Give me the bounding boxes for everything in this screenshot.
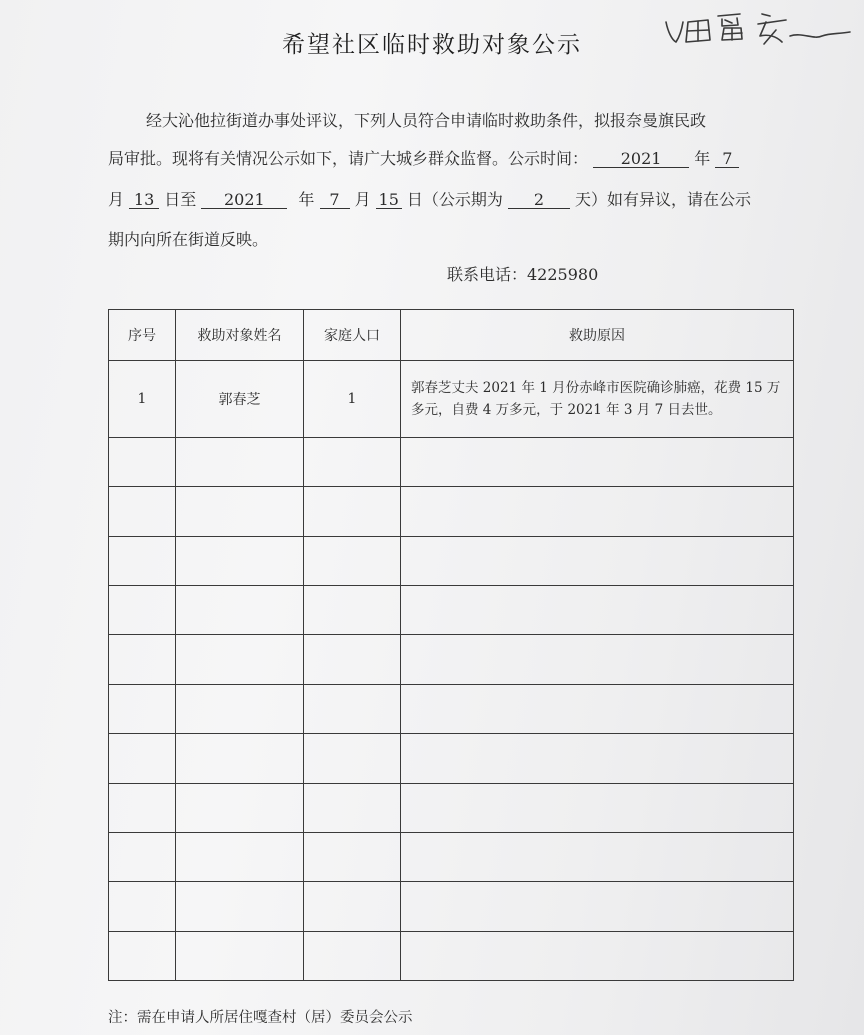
cell-serial-no: 1 [109, 361, 176, 438]
empty-cell [176, 487, 304, 536]
header-serial-no: 序号 [109, 310, 176, 361]
intro-line-2-text: 局审批。现将有关情况公示如下，请广大城乡群众监督。公示时间： [108, 149, 589, 168]
end-year-field: 2021 [201, 191, 287, 209]
empty-cell [176, 438, 304, 487]
empty-cell [304, 635, 401, 684]
header-family-size: 家庭人口 [304, 310, 401, 361]
contact-phone: 联系电话：4225980 [447, 265, 599, 284]
end-month-label: 月 [354, 190, 371, 209]
empty-table-row [109, 684, 794, 733]
empty-cell [401, 684, 794, 733]
empty-cell [109, 882, 176, 931]
empty-cell [401, 438, 794, 487]
empty-table-row [109, 586, 794, 635]
intro-line-4-text: 期内向所在街道反映。 [108, 230, 269, 249]
empty-cell [304, 931, 401, 980]
empty-cell [304, 487, 401, 536]
empty-cell [401, 586, 794, 635]
start-day-field: 13 [129, 191, 159, 209]
intro-line-1 [146, 108, 706, 131]
empty-table-row [109, 635, 794, 684]
empty-cell [401, 882, 794, 931]
day-to-label: 日至 [164, 190, 197, 209]
empty-cell [176, 635, 304, 684]
cell-recipient-name: 郭春芝 [176, 361, 304, 438]
intro-line-4 [108, 227, 268, 250]
empty-cell [176, 684, 304, 733]
empty-cell [401, 783, 794, 832]
header-recipient-name: 救助对象姓名 [176, 310, 304, 361]
empty-cell [304, 536, 401, 585]
empty-cell [176, 882, 304, 931]
empty-table-row [109, 931, 794, 980]
empty-cell [304, 783, 401, 832]
empty-cell [401, 635, 794, 684]
empty-table-row [109, 487, 794, 536]
period-suffix: 天）如有异议，请在公示 [575, 190, 752, 209]
page-title: 希望社区临时救助对象公示 [282, 32, 582, 58]
empty-cell [109, 438, 176, 487]
empty-table-row [109, 783, 794, 832]
empty-cell [176, 832, 304, 881]
empty-cell [109, 536, 176, 585]
footnote: 注：需在申请人所居住嘎查村（居）委员会公示 [108, 1010, 413, 1026]
year-label: 年 [694, 149, 711, 168]
empty-cell [109, 734, 176, 783]
empty-cell [401, 734, 794, 783]
empty-cell [401, 931, 794, 980]
cell-family-size: 1 [304, 361, 401, 438]
empty-cell [109, 832, 176, 881]
empty-cell [401, 536, 794, 585]
empty-cell [304, 438, 401, 487]
start-month-field: 7 [715, 150, 739, 168]
period-days-field: 2 [508, 191, 570, 209]
empty-cell [176, 586, 304, 635]
empty-cell [109, 635, 176, 684]
empty-cell [304, 734, 401, 783]
end-day-field: 15 [376, 191, 402, 209]
empty-cell [109, 684, 176, 733]
handwritten-signature [662, 6, 852, 62]
empty-cell [176, 931, 304, 980]
empty-table-row [109, 536, 794, 585]
empty-cell [109, 783, 176, 832]
empty-cell [176, 783, 304, 832]
empty-cell [304, 882, 401, 931]
empty-table-row [109, 438, 794, 487]
table-header-row [109, 310, 794, 361]
empty-cell [401, 832, 794, 881]
end-year-label: 年 [298, 190, 315, 209]
intro-line-3 [108, 187, 751, 210]
empty-cell [304, 832, 401, 881]
intro-line-1-text: 经大沁他拉街道办事处评议，下列人员符合申请临时救助条件，拟报奈曼旗民政 [146, 111, 707, 130]
intro-line-2 [108, 146, 739, 169]
cell-aid-reason: 郭春芝丈夫 2021 年 1 月份赤峰市医院确诊肺癌，花费 15 万多元，自费 4 万多元，于 2021 年 3 月 7 日去世。 [401, 361, 794, 438]
empty-cell [304, 586, 401, 635]
header-aid-reason: 救助原因 [401, 310, 794, 361]
start-month-label: 月 [108, 190, 125, 209]
table-row [109, 361, 794, 438]
empty-cell [109, 931, 176, 980]
start-year-field: 2021 [593, 150, 689, 168]
empty-cell [401, 487, 794, 536]
end-month-field: 7 [320, 191, 350, 209]
empty-table-row [109, 734, 794, 783]
empty-cell [176, 536, 304, 585]
empty-cell [176, 734, 304, 783]
empty-table-row [109, 882, 794, 931]
aid-recipients-table [108, 309, 794, 981]
empty-cell [109, 586, 176, 635]
empty-cell [109, 487, 176, 536]
empty-table-row [109, 832, 794, 881]
empty-cell [304, 684, 401, 733]
period-prefix: 日（公示期为 [406, 190, 503, 209]
